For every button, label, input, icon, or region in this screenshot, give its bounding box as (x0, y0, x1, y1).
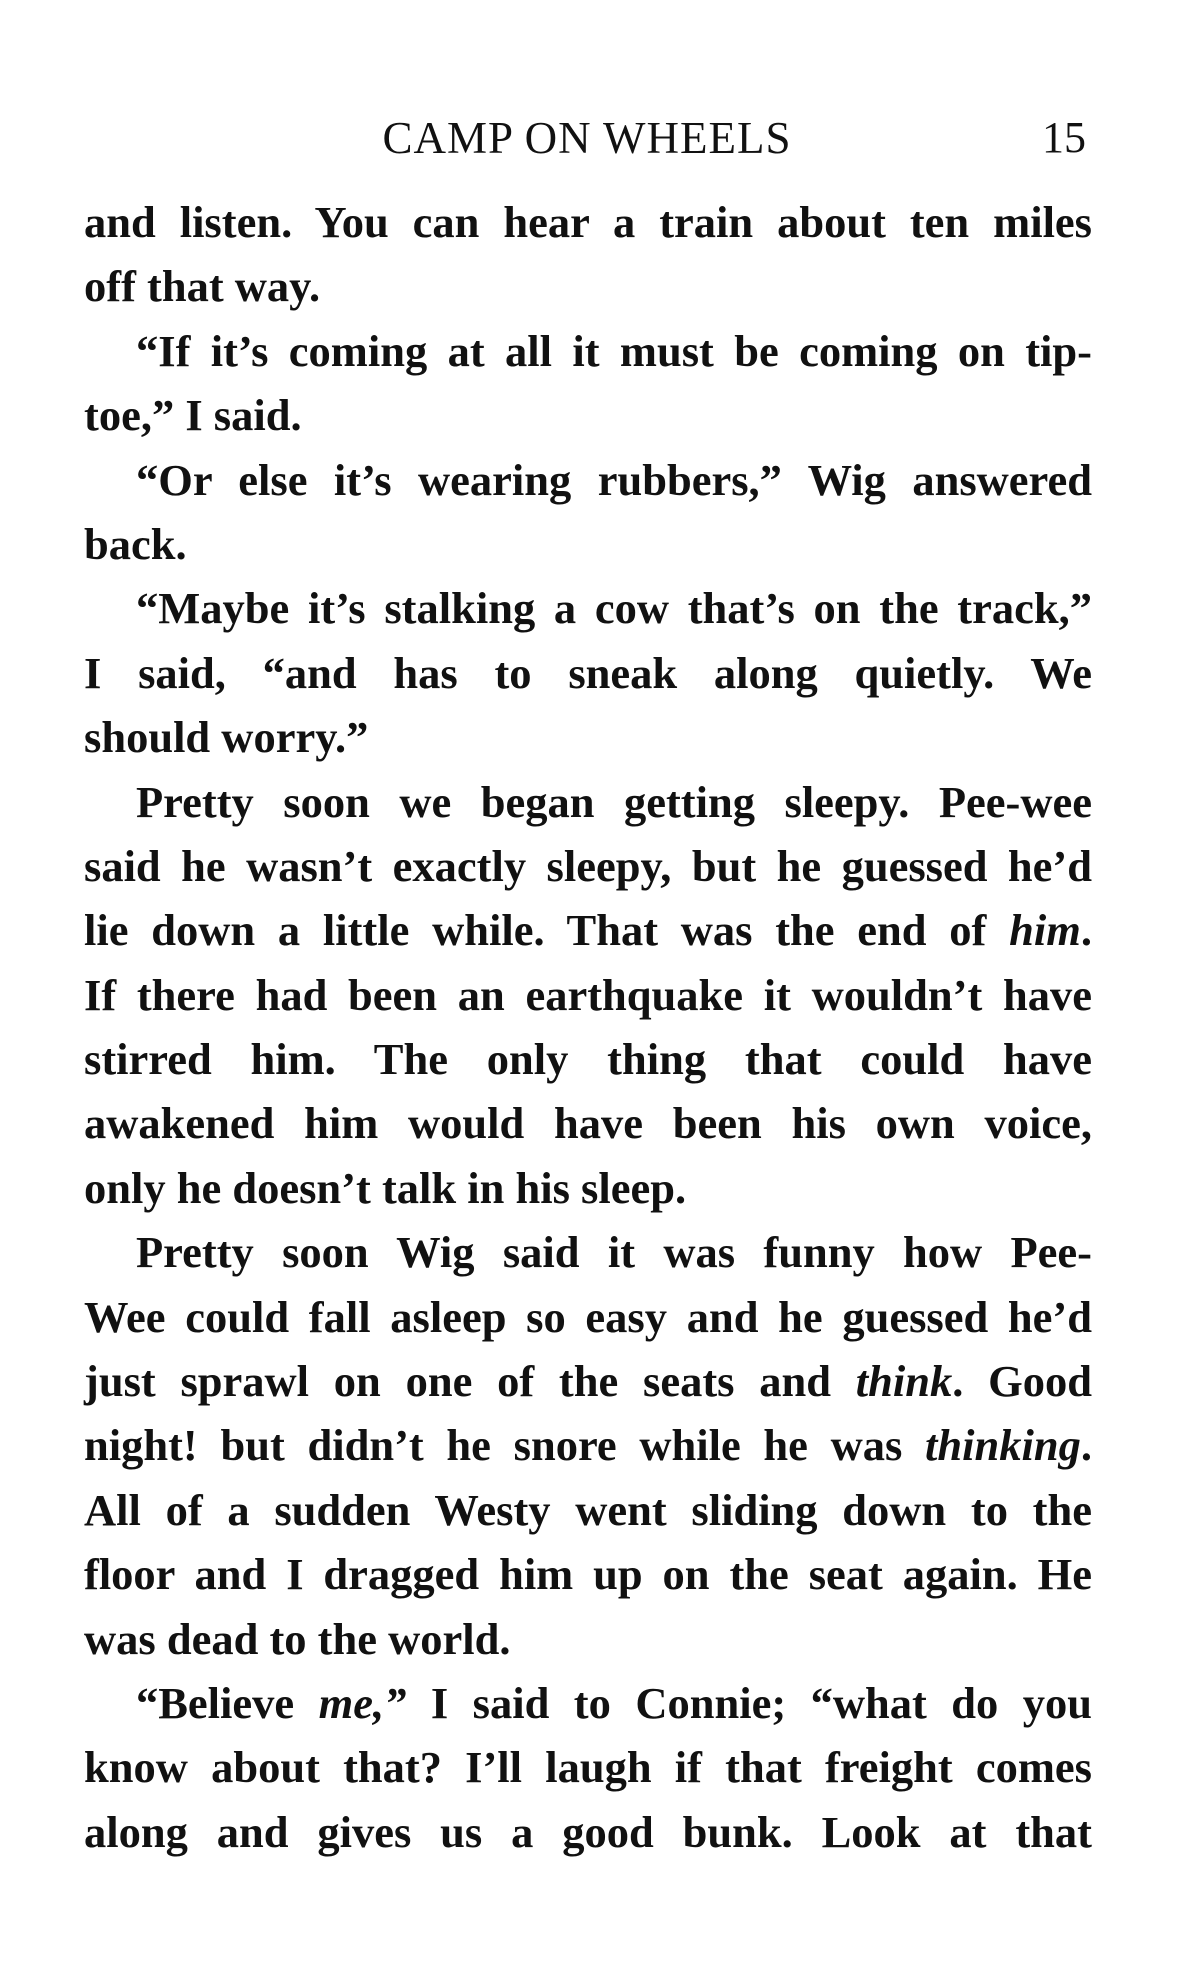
text-line: should worry.” (84, 712, 369, 763)
text-line: Wee could fall asleep so easy and he guessed he’d (84, 1291, 1092, 1342)
text-line: stirred him. The only thing that could have (84, 1034, 1092, 1085)
text-line: awakened him would have been his own voice, (84, 1098, 1092, 1149)
text-run: . (1080, 1420, 1092, 1471)
italic-text: him (1009, 905, 1081, 956)
text-run: just sprawl on one of the seats and (84, 1356, 856, 1407)
text-run: . (1080, 905, 1092, 956)
text-line: was dead to the world. (84, 1613, 511, 1664)
text-run: I said to Connie; “what do you (406, 1677, 1092, 1728)
italic-text: me,” (318, 1677, 407, 1728)
text-run: night! but didn’t he snore while he was (84, 1420, 926, 1471)
text-line (84, 1671, 1092, 1735)
text-line: and listen. You can hear a train about ten miles (84, 197, 1092, 247)
text-line: floor and I dragged him up on the seat again. He (84, 1549, 1092, 1600)
text-line: along and gives us a good bunk. Look at that (84, 1806, 1092, 1857)
page-number: 15 (1042, 113, 1086, 162)
body-text (84, 190, 1092, 1864)
text-line: “Maybe it’s stalking a cow that’s on the track,” (136, 583, 1092, 634)
text-line: All of a sudden Westy went sliding down to the (84, 1484, 1092, 1535)
running-title: CAMP ON WHEELS (382, 113, 792, 163)
italic-text: thinking (925, 1420, 1081, 1471)
text-line: “Or else it’s wearing rubbers,” Wig answered (136, 454, 1092, 505)
text-line: know about that? I’ll laugh if that freight comes (84, 1742, 1092, 1793)
running-head (82, 108, 1092, 168)
italic-text: think (855, 1356, 953, 1407)
text-line: toe,” I said. (84, 390, 302, 441)
text-line (84, 898, 1092, 962)
text-line: Pretty soon Wig said it was funny how Pee- (136, 1227, 1092, 1278)
text-line: If there had been an earthquake it wouldn’t have (84, 969, 1092, 1020)
text-line: “If it’s coming at all it must be coming on tip- (136, 325, 1092, 376)
text-line (84, 1413, 1092, 1477)
text-line: back. (84, 518, 187, 569)
text-line: Pretty soon we began getting sleepy. Pee-wee (136, 776, 1092, 827)
text-line (84, 1349, 1092, 1413)
text-run: “Believe (136, 1677, 319, 1728)
text-run: lie down a little while. That was the end of (84, 905, 1010, 956)
text-line: I said, “and has to sneak along quietly. We (84, 647, 1092, 698)
text-line: off that way. (84, 261, 321, 312)
text-line: said he wasn’t exactly sleepy, but he guessed he’d (84, 840, 1092, 891)
text-line: only he doesn’t talk in his sleep. (84, 1162, 687, 1213)
text-run: . Good (952, 1356, 1092, 1407)
